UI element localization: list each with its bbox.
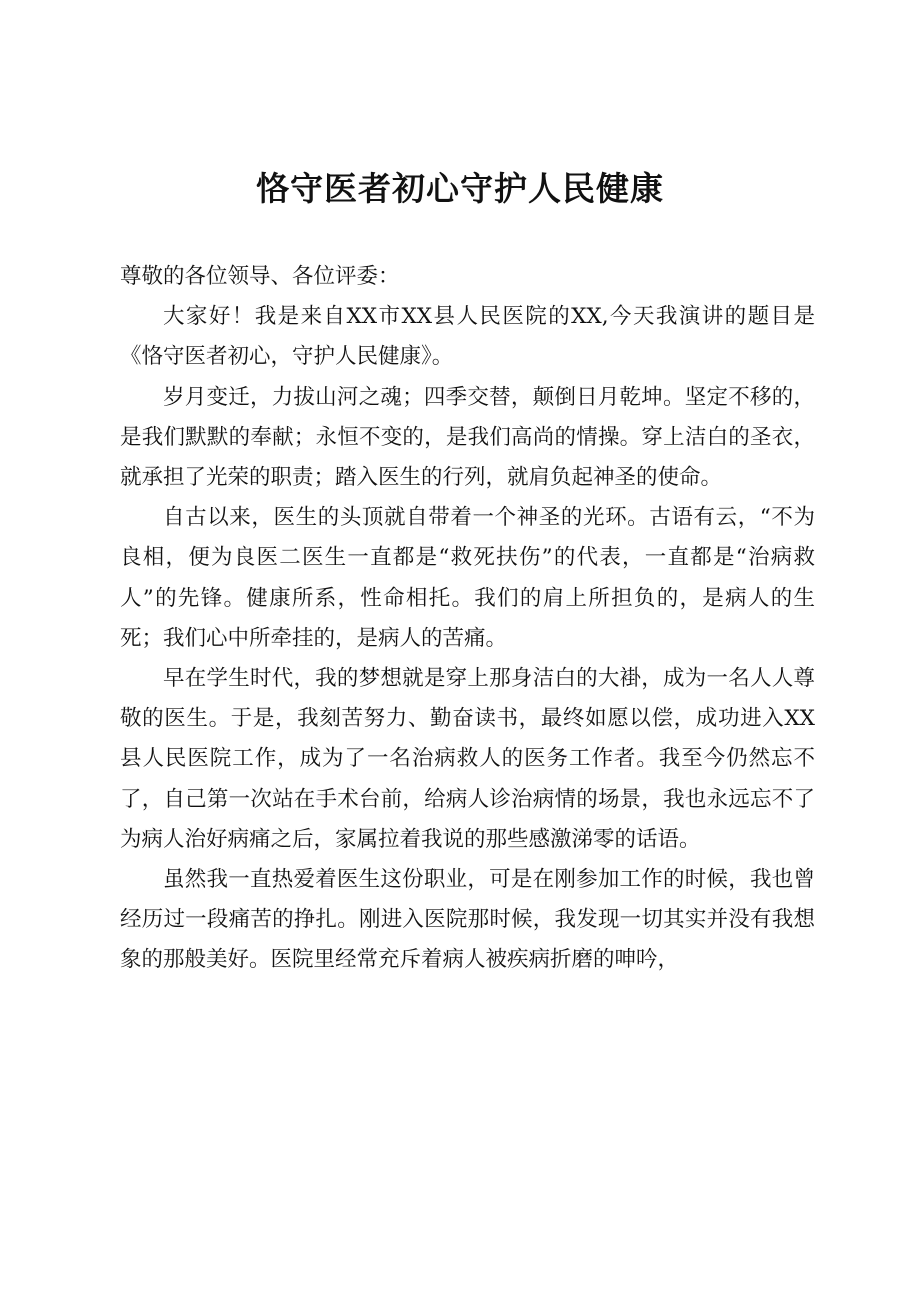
- salutation: 尊敬的各位领导、各位评委：: [120, 264, 400, 289]
- paragraph-greeting: 大家好！我是来自XX市XX县人民医院的XX,今天我演讲的题目是《恪守医者初心，守护人民健康》。: [120, 304, 815, 370]
- paragraph-dream: 早在学生时代，我的梦想就是穿上那身洁白的大褂，成为一名人人尊敬的医生。于是，我刻苦努力、勤奋读书，最终如愿以偿，成功进入XX县人民医院工作，成为了一名治病救人的医务工作者。我至今仍然忘不了，自己第一次站在手术台前，给病人诊治病情的场景，我也永远忘不了为病人治好病痛之后，家属拉着我说的那些感激涕零的话语。: [120, 666, 815, 852]
- document-body: [120, 257, 815, 981]
- paragraph-struggle: 虽然我一直热爱着医生这份职业，可是在刚参加工作的时候，我也曾经历过一段痛苦的挣扎。刚进入医院那时候，我发现一切其实并没有我想象的那般美好。医院里经常充斥着病人被疾病折磨的呻吟，: [120, 867, 815, 973]
- document-title: 恪守医者初心守护人民健康: [256, 169, 664, 208]
- paragraph-seasons: 岁月变迁，力拔山河之魂；四季交替，颠倒日月乾坤。坚定不移的，是我们默默的奉献；永恒不变的，是我们高尚的情操。穿上洁白的圣衣，就承担了光荣的职责；踏入医生的行列，就肩负起神圣的使命。: [120, 384, 815, 491]
- paragraph-history: 自古以来，医生的头顶就自带着一个神圣的光环。古语有云，“不为良相，便为良医二医生一直都是“救死扶伤”的代表，一直都是“治病救人”的先锋。健康所系，性命相托。我们的肩上所担负的，是病人的生死；我们心中所牵挂的，是病人的苦痛。: [120, 505, 815, 651]
